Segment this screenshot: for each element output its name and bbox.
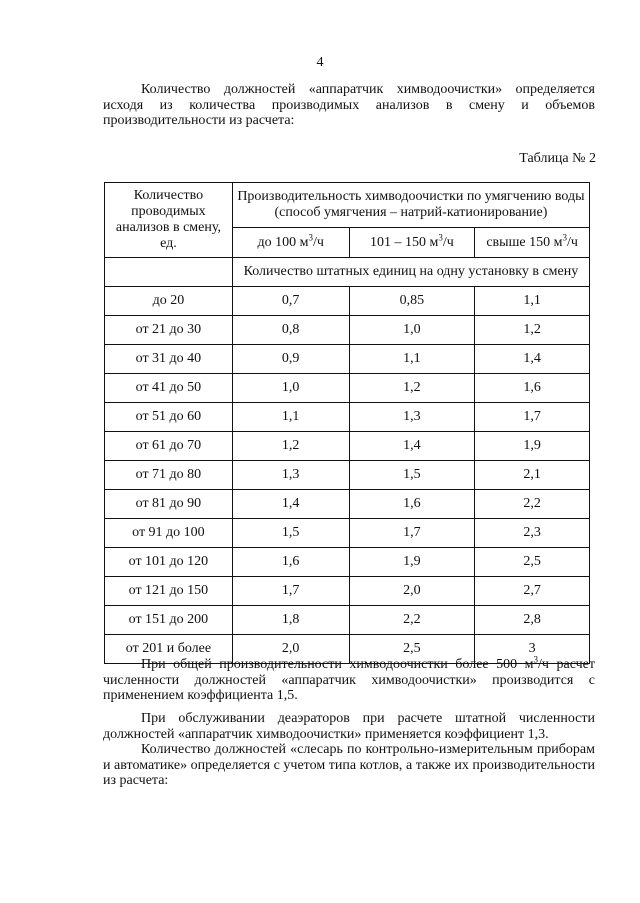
staffing-table bbox=[104, 182, 590, 664]
value-cell: 1,2 bbox=[232, 432, 349, 461]
row-label: от 81 до 90 bbox=[105, 490, 233, 519]
row-label: от 101 до 120 bbox=[105, 548, 233, 577]
table-row bbox=[105, 490, 590, 519]
value-cell: 1,7 bbox=[349, 519, 475, 548]
intro-paragraph: Количество должностей «аппаратчик химводоочистки» определяется исходя из количества производимых анализов в смену и объемов производительности из расчета: bbox=[103, 82, 595, 128]
value-cell: 1,0 bbox=[349, 316, 475, 345]
row-header-cell: Количество проводимых анализов в смену, ед. bbox=[105, 183, 233, 258]
value-cell: 1,5 bbox=[232, 519, 349, 548]
row-label: от 91 до 100 bbox=[105, 519, 233, 548]
value-cell: 0,7 bbox=[232, 287, 349, 316]
table-row bbox=[105, 461, 590, 490]
table-row bbox=[105, 606, 590, 635]
page-number: 4 bbox=[316, 55, 324, 70]
column-header: свыше 150 $м^3/ч$ bbox=[475, 228, 590, 258]
value-cell: 1,2 bbox=[349, 374, 475, 403]
row-label: от 71 до 80 bbox=[105, 461, 233, 490]
value-cell: 1,9 bbox=[349, 548, 475, 577]
value-cell: 1,4 bbox=[475, 345, 590, 374]
value-cell: 1,1 bbox=[475, 287, 590, 316]
value-cell: 1,4 bbox=[349, 432, 475, 461]
row-label: от 151 до 200 bbox=[105, 606, 233, 635]
value-cell: 2,0 bbox=[232, 635, 349, 664]
value-cell: 3 bbox=[475, 635, 590, 664]
value-cell: 1,6 bbox=[349, 490, 475, 519]
paragraph-instrumentation-fitter: Количество должностей «слесарь по контрольно-измерительным приборам и автоматике» определяется с учетом типа котлов, а также их производительности из расчета: bbox=[103, 742, 595, 788]
value-cell: 1,0 bbox=[232, 374, 349, 403]
subheader-row bbox=[105, 258, 590, 287]
value-cell: 2,0 bbox=[349, 577, 475, 606]
value-cell: 1,3 bbox=[349, 403, 475, 432]
value-cell: 2,3 bbox=[475, 519, 590, 548]
table-row bbox=[105, 287, 590, 316]
empty-cell bbox=[105, 258, 233, 287]
row-label: от 61 до 70 bbox=[105, 432, 233, 461]
value-cell: 2,1 bbox=[475, 461, 590, 490]
paragraph-coefficient-1-3: При обслуживании деаэраторов при расчете штатной численности должностей «аппаратчик химводоочистки» применяется коэффициент 1,3. bbox=[103, 711, 595, 742]
table-row bbox=[105, 374, 590, 403]
value-cell: 1,3 bbox=[232, 461, 349, 490]
value-cell: 2,2 bbox=[475, 490, 590, 519]
table-row bbox=[105, 432, 590, 461]
column-header: 101 – 150 $м^3/ч$ bbox=[349, 228, 475, 258]
value-cell: 1,2 bbox=[475, 316, 590, 345]
value-cell: 2,7 bbox=[475, 577, 590, 606]
value-cell: 0,9 bbox=[232, 345, 349, 374]
value-cell: 2,5 bbox=[349, 635, 475, 664]
table-row bbox=[105, 316, 590, 345]
paragraph-coefficient-1-5: При общей производительности химводоочистки более 500 $м^3/ч$ расчет численности должностей «аппаратчик химводоочистки» производится с применением коэффициента 1,5. bbox=[103, 654, 596, 703]
value-cell: 1,9 bbox=[475, 432, 590, 461]
table-row bbox=[105, 403, 590, 432]
row-label: от 201 и более bbox=[105, 635, 233, 664]
value-cell: 2,2 bbox=[349, 606, 475, 635]
row-label: от 121 до 150 bbox=[105, 577, 233, 606]
value-cell: 1,5 bbox=[349, 461, 475, 490]
table-header-row bbox=[105, 183, 590, 228]
subheader-cell: Количество штатных единиц на одну установку в смену bbox=[232, 258, 589, 287]
value-cell: 2,5 bbox=[475, 548, 590, 577]
value-cell: 2,8 bbox=[475, 606, 590, 635]
value-cell: 1,7 bbox=[232, 577, 349, 606]
table-row bbox=[105, 345, 590, 374]
column-header: до 100 $м^3/ч$ bbox=[232, 228, 349, 258]
value-cell: 0,85 bbox=[349, 287, 475, 316]
group-header-cell: Производительность химводоочистки по умягчению воды (способ умягчения – натрий-катионирование) bbox=[232, 183, 589, 228]
table-row bbox=[105, 548, 590, 577]
value-cell: 0,8 bbox=[232, 316, 349, 345]
value-cell: 1,4 bbox=[232, 490, 349, 519]
row-label: от 51 до 60 bbox=[105, 403, 233, 432]
row-label: от 31 до 40 bbox=[105, 345, 233, 374]
value-cell: 1,8 bbox=[232, 606, 349, 635]
value-cell: 1,6 bbox=[232, 548, 349, 577]
row-label: от 41 до 50 bbox=[105, 374, 233, 403]
table-caption: Таблица № 2 bbox=[519, 151, 596, 166]
table-row bbox=[105, 577, 590, 606]
value-cell: 1,1 bbox=[232, 403, 349, 432]
value-cell: 1,1 bbox=[349, 345, 475, 374]
table-row bbox=[105, 519, 590, 548]
value-cell: 1,6 bbox=[475, 374, 590, 403]
row-label: до 20 bbox=[105, 287, 233, 316]
row-label: от 21 до 30 bbox=[105, 316, 233, 345]
value-cell: 1,7 bbox=[475, 403, 590, 432]
